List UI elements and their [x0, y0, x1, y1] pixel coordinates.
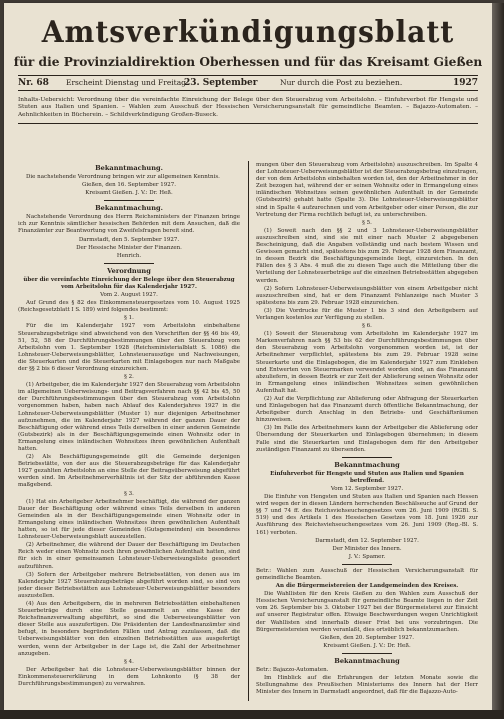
continued-text: mungen über den Steuerabzug vom Arbeitslohn) auszuschreiben. Im Spalte 4 der Lohnsteuer-Ueberweisungsblätter ist der Steuerabzugsbetrag einzutragen, der von dem Arbeitslohn einbehalten worden ist, den der Arbeitnehmer in der Zeit bezogen hat, während der er seinen Wohnsitz oder in Ermangelung eines inländischen Wohnsitzes seinen gewöhnlichen Aufenthalt in der Gemeinde (Gutsbezirk) gehabt hatte (Spalte 3). Die Lohnsteuer-Ueberweisungsblätter sind in Spalte 4 aufzurechnen und vom Arbeitgeber oder einer Person, die zur Vertretung der Firma rechtlich befugt ist, zu unterschreiben. — [256, 162, 478, 218]
section-3-paragraph-3: (3) Sofern der Arbeitgeber mehrere Betriebsstätten, von denen aus im Kalenderjahr 1927 Steuerabzugsbeträge abgeführt worden sind, so sind von jeder dieser Betriebsstätten aus Lohnsteuer-Ueberweisungsblätter besonders auszustellen. — [18, 571, 240, 599]
binding-edge — [492, 3, 504, 710]
issue-date: 23. September — [184, 78, 258, 88]
divider — [104, 263, 154, 264]
section-5-paragraph-1: (1) Soweit nach den §§ 2 und 3 Lohnsteuer-Ueberweisungsblätter auszuschreiben sind, sind sie mit einer nach Muster 2 abgegebenen Bescheinigung, daß die Angaben vollständig und nach bestem Wissen und Gewissen gemacht sind, spätestens bis zum 29. Februar 1928 dem Finanzamt, in dessen Bezirk die Beschäftigungsgemeinde liegt, einzureichen. In den Fällen des § 3 Abs. 4 muß die zu diesen Tage auch die Mitteilung über die Verteilung der Lohnsteuerbeträge auf die einzelnen Betriebsstätten abgegeben werden. — [256, 227, 478, 284]
notice-5-subject: Betr.: Bajazzo-Automaten. — [256, 666, 329, 673]
section-6-paragraph-3: (3) Im Falle des Arbeitnehmers kann der Arbeitgeber die Ablieferung oder Übersendung der Steuerkarten und Einlagebogen übernehmen; in diesem Falle sind die Steuerkarten und Einlagebogen dem für den Arbeitgeber zuständigen Finanzamt zu übersenden. — [256, 425, 478, 453]
notice-4-addressee: An die Bürgermeistereien der Landgemeinden des Kreises. — [275, 583, 459, 590]
notice-1-signature: Kreisamt Gießen. J. V.: Dr. Heß. — [85, 190, 173, 197]
notice-2-signature-office: Der Hessische Minister der Finanzen. — [76, 244, 182, 251]
section-3-paragraph-1: (1) Hat ein Arbeitgeber Arbeitnehmer beschäftigt, die während der ganzen Dauer der Beschäftigung oder während eines Teils derselben in anderen Gemeinden als in der Beschäftigungsgemeinde einen Wohnsitz oder in Ermangelung eines inländischen Wohnsitzes ihren gewöhnlichen Aufenthalt hatten, so ist für jede dieser Gemeinden (Gutsgemeinden) ein besonderes Lohnsteuer-Ueberweisungsblatt auszustellen. — [18, 498, 240, 541]
article-columns — [18, 161, 478, 701]
notice-3-text: Die Einfuhr von Hengsten und Stuten aus Italien und Spanien nach Hessen wird wegen der in diesen Ländern herrschenden Beschälseuche auf Grund der §§ 7 und 74 ff. des Reichsviehseuchengesetzes vom 26. Juni 1909 (RGBl. S. 519) und des Artikels 1 des Hessischen Gesetzes vom 18. Juni 1926 zur Ausführung des Reichsviehseuchengesetzes vom 26. Juni 1909 (Reg.-Bl. S. 161) verboten. — [256, 494, 478, 536]
decree-intro: Auf Grund des § 82 des Einkommensteuergesetzes vom 10. August 1925 (Reichsgesetzblatt I S. 189) wird folgendes bestimmt: — [18, 300, 240, 314]
notice-4-title: Betr.: Wahlen zum Ausschuß der Hessischen Versicherungsanstalt für gemeindliche Beamten. — [256, 567, 478, 581]
notice-4-text: Die Wahllisten für den Kreis Gießen zu den Wahlen zum Ausschuß der Hessischen Versicherungsanstalt für gemeindliche Beamte liegen in der Zeit vom 26. September bis 3. Oktober 1927 bei der Bürgermeisterei zur Einsicht auf unserer Registratur offen. Etwaige Beschwerdungen wegen Unrichtigkeit der Wahllisten sind innerhalb dieser Frist bei uns vorzubringen. Die Bürgermeistereien werden veranlaßt, dies ortsüblich bekanntzumachen. — [256, 591, 478, 633]
notice-3-signature-office: Der Minister des Innern. — [332, 545, 402, 552]
issue-info-bar — [18, 75, 478, 91]
decree-subtitle: über die vereinfachte Einreichung der Belege über den Steuerabzug vom Arbeitslohn für das Kalenderjahr 1927. — [23, 276, 235, 290]
column-divider — [248, 161, 249, 701]
notice-2-text: Nachstehende Verordnung des Herrn Reichsministers der Finanzen bringe ich zur Kenntnis sämtlicher hessischen Behörden mit dem Ansuchen, daß die Finanzämter zur Beantwortung von Zweifelsfragen bereit sind. — [18, 214, 240, 235]
section-3-paragraph-2: (2) Arbeitnehmer, die während der Dauer der Beschäftigung im Deutschen Reich weder einen Wohnsitz noch ihren gewöhnlichen Aufenthalt hatten, sind für sich in einer gemeinsamen Lohnsteuer-Ueberweisungsliste gesondert aufzuführen. — [18, 542, 240, 570]
masthead-subtitle: für die Provinzialdirektion Oberhessen und für das Kreisamt Gießen — [13, 55, 483, 69]
section-2-paragraph-1: (1) Arbeitgeber, die im Kalenderjahr 1927 den Steuerabzug vom Arbeitslohn im allgemeinen Ueberweisungs- und Beitragsverfahren nach §§ 42 bis 45, 50 der Durchführungsbestimmungen über den Steuerabzug vom Arbeitslohn vorgenommen haben, haben nach Ablauf des Kalenderjahres 1927 in die Lohnsteuer-Ueberweisungsblätter (Muster 1) nur diejenigen Arbeitnehmer aufzunehmen, die im Kalenderjahr 1927 während der ganzen Dauer der Beschäftigung oder während eines Teils derselben in einer anderen Gemeinde (Gutsbezirk) als in der Beschäftigungsgemeinde einen Wohnsitz oder in Ermangelung eines inländischen Wohnsitzes ihren gewöhnlichen Aufenthalt hatten. — [18, 382, 240, 452]
table-of-contents: Inhalts-Uebersicht: Verordnung über die vereinfachte Einreichung der Belege über den Steuerabzug vom Arbeitslohn. – Einfuhrverbot für Hengste und Stuten aus Italien und Spanien. – Wahlen zum Ausschuß der Hessischen Versicherungsanstalt für gemeindliche Beamten. – Bajazzo-Automaten. – Aehnlichkeiten in Bücherein. – Schildverkündigung Großen-Buseck. — [18, 97, 478, 118]
notice-3-title: Bekanntmachung — [334, 460, 400, 469]
notice-1-title: Bekanntmachung. — [95, 164, 163, 172]
left-column — [18, 161, 240, 701]
decree-title: Verordnung — [107, 266, 151, 275]
notice-5-title: Bekanntmachung — [334, 656, 400, 665]
postal-note: Nur durch die Post zu beziehen. — [280, 78, 403, 87]
masthead — [4, 15, 492, 70]
section-1-text: Für die im Kalenderjahr 1927 vom Arbeitslohn einbehaltene Steuerabzugsbeträge sind abweichend von den Vorschriften der §§ 46 bis 49, 51, 52, 58 der Durchführungsbestimmungen über den Steuerabzug vom Arbeitslohn vom 1. September 1928 (Reichsministerialblatt S. 1086) die Lohnsteuer-Ueberweisungsblätter, Lohnsteuerauszüge und Nachweisungen, die Steuerkarten und die Steuerkarten mit Einlagebogen nur nach Maßgabe der §§ 2 bis 6 dieser Verordnung einzureichen. — [18, 323, 240, 372]
section-5-paragraph-3: (3) Die Vordrucke für die Muster 1 bis 3 sind den Arbeitgebern auf Verlangen kostenlos zur Verfügung zu stellen. — [256, 307, 478, 321]
section-4-heading: § 4. — [124, 658, 134, 665]
notice-2-signature-name: Henrich. — [116, 252, 142, 259]
section-3-paragraph-4: (4) Aus den Arbeitgebern, die in mehreren Betriebsstätten einbehaltenen Steuerbeträge durch eine Stelle gesammelt an eine Kasse der Reichsfinanzverwaltung abgeführt, so sind die Ueberweisungsblätter von dieser Stelle aus auszufertigen. Die Präsidenten der Landesfinanzämter sind befugt, in besonders begründeten Fällen und Antrag zuzulassen, daß die Ueberweisungsblätter von den einzelnen Betriebsstätten aus ausgefertigt werden, wenn der Arbeitgeber in der Lage ist, die Zahl der Arbeitnehmer anzugeben. — [18, 600, 240, 657]
notice-3-date: Vom 12. September 1927. — [330, 485, 404, 492]
notice-4-place: Gießen, den 20. September 1927. — [319, 634, 415, 641]
toc-divider — [18, 123, 478, 124]
divider — [342, 653, 392, 654]
bottom-shadow — [0, 710, 504, 719]
notice-2-title: Bekanntmachung. — [95, 204, 163, 213]
newspaper-page — [4, 3, 492, 710]
right-column — [256, 161, 478, 701]
divider — [342, 457, 392, 458]
notice-3-place: Darmstadt, den 12. September 1927. — [315, 537, 419, 544]
notice-5-text: Im Hinblick auf die Erfahrungen der letzten Monate sowie die Stellungnahme des Preußischen Ministeriums des Innern hat der Herr Minister des Innern in Darmstadt angeordnet, daß für die Bajazzo-Auto- — [256, 675, 478, 696]
section-6-paragraph-2: (2) Auf die Verpflichtung zur Ablieferung oder Abfragung der Steuerkarten und Einlagebogen hat das Finanzamt durch öffentliche Bekanntmachung, der Arbeitgeber durch Anschlag in den Betriebs- und Geschäftsräumen hinzuweisen. — [256, 396, 478, 424]
section-1-heading: § 1. — [124, 315, 134, 322]
notice-1-text: Die nachstehende Verordnung bringen wir zur allgemeinen Kenntnis. — [26, 174, 220, 180]
section-2-paragraph-2: (2) Als Beschäftigungsgemeinde gilt die Gemeinde derjenigen Betriebsstätte, von der aus die Steuerabzugsbeträge für das Kalenderjahr 1927 gezahlten Arbeitslohn an eine Stelle der Beitragsüberweisung abgeführt werden sind. Im Arbeitnehmerverhältnis ist der Sitz der abführenden Kasse maßgebend. — [18, 454, 240, 489]
section-6-heading: § 6. — [362, 323, 372, 330]
issue-number: Nr. 68 — [18, 78, 49, 88]
section-3-heading: § 3. — [124, 490, 134, 497]
section-4-text: Der Arbeitgeber hat die Lohnsteuer-Ueberweisungsblätter binnen der Einkommensteuererklärung in dem Lohnkonto (§ 38 der Durchführungsbestimmungen) zu verwahren. — [18, 666, 240, 687]
masthead-title: Amtsverkündigungsblatt — [41, 15, 455, 50]
notice-3-signature-name: J. V.: Spamer. — [348, 553, 386, 560]
divider — [104, 200, 154, 201]
section-2-heading: § 2. — [124, 374, 134, 381]
divider — [342, 564, 392, 565]
notice-2-place: Darmstadt, den 5. September 1927. — [78, 236, 180, 243]
section-6-paragraph-1: (1) Soweit der Steuerabzug vom Arbeitslohn im Kalenderjahr 1927 im Markenverfahren nach §§ 53 bis 62 der Durchführungsbestimmungen über den Steuerabzug vom Arbeitslohn vorgenommen worden ist, ist der Arbeitnehmer verpflichtet, spätestens bis zum 29. Februar 1928 seine Steuerkarte und die Einlagebogen, die im Kalenderjahr 1927 zum Einkleben und Entwerten von Steuermarken verwendet worden sind, an das Finanzamt abzuliefern, in dessen Bezirk er zur Zeit der Ablieferung seinen Wohnsitz oder in Ermangelung eines inländischen Wohnsitzes seinen gewöhnlichen Aufenthalt hat. — [256, 331, 478, 394]
section-5-paragraph-2: (2) Sofern Lohnsteuer-Ueberweisungsblätter von einem Arbeitgeber nicht auszuschreiben sind, hat er dem Finanzamt Fehlanzeige nach Muster 3 spätestens bis zum 29. Februar 1928 einzureichen. — [256, 285, 478, 306]
publication-days: Erscheint Dienstag und Freitag. — [66, 78, 189, 87]
decree-date: Vom 2. August 1927. — [100, 292, 158, 299]
section-5-heading: § 5. — [362, 219, 372, 226]
notice-4-signature: Kreisamt Gießen. J. V.: Dr. Heß. — [323, 642, 411, 649]
notice-1-place: Gießen, den 16. September 1927. — [81, 182, 177, 189]
issue-year: 1927 — [452, 78, 478, 88]
notice-3-subtitle: Einfuhrverbot für Hengste und Stuten aus Italien und Spanien betreffend. — [270, 470, 464, 484]
